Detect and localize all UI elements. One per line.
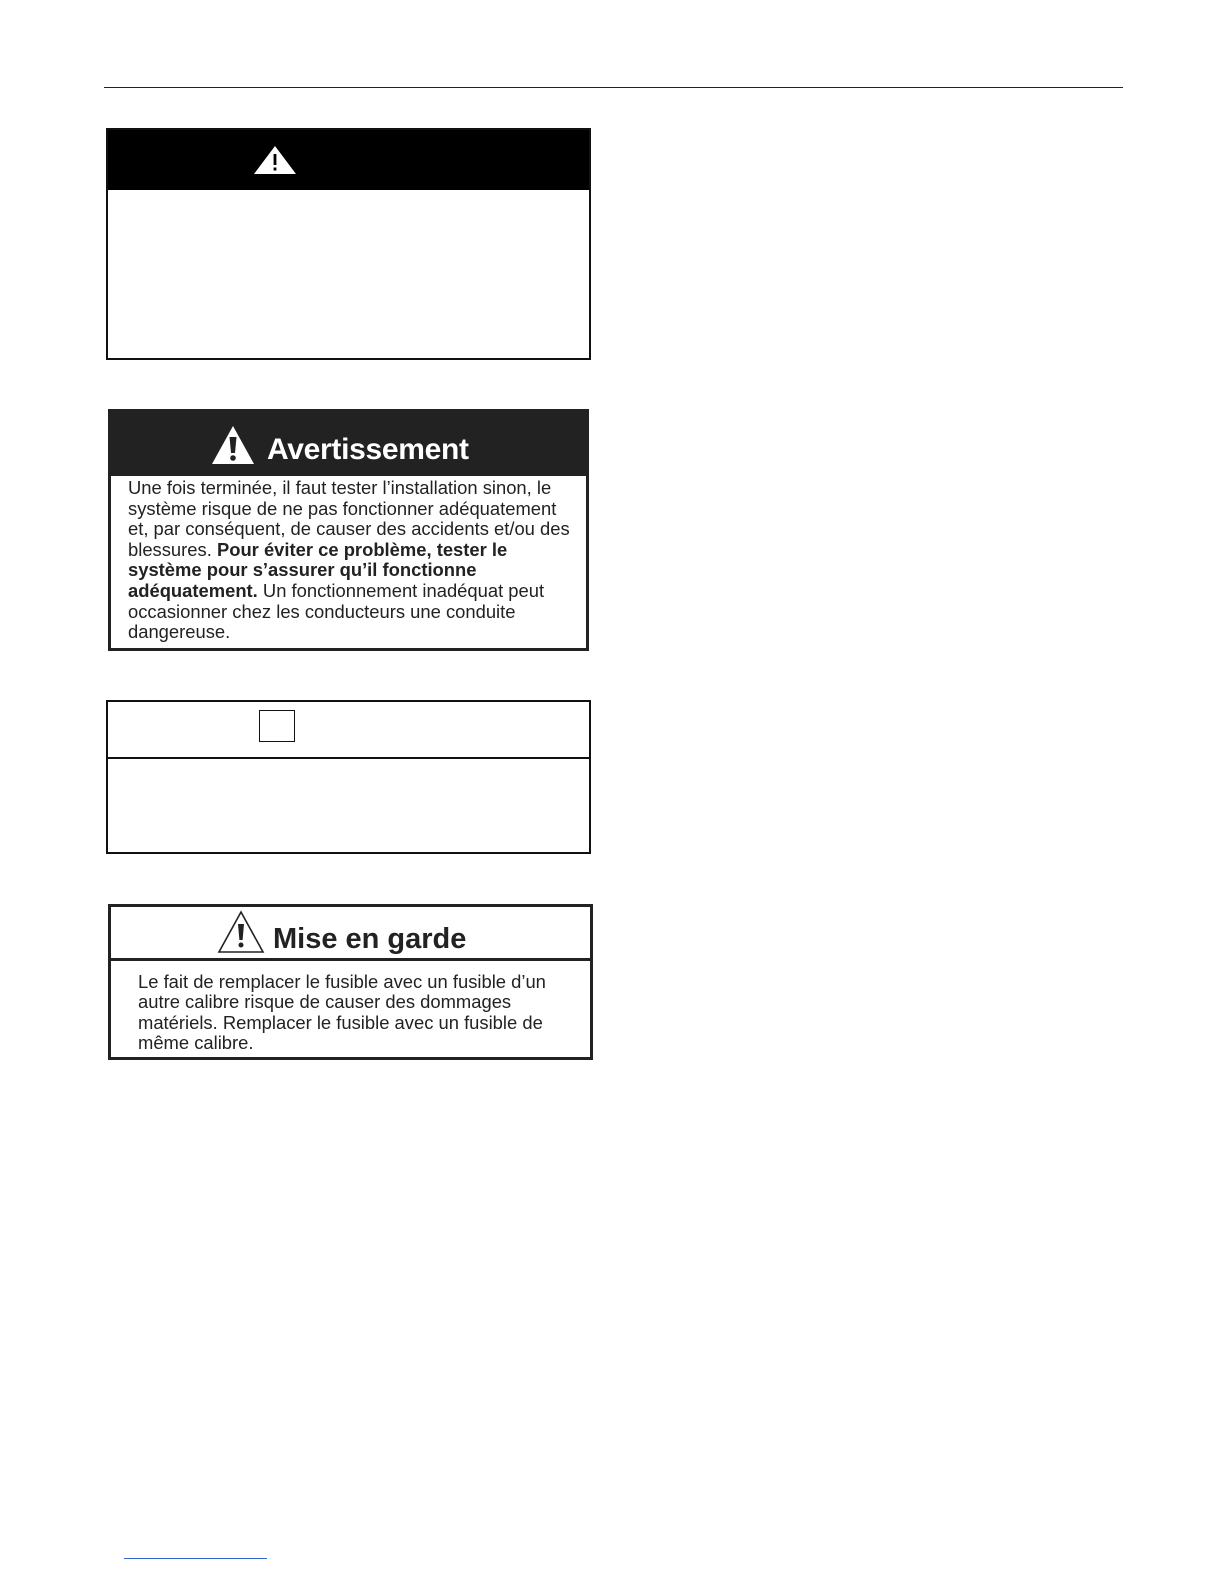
avertissement-title: Avertissement [267,433,469,466]
avertissement-body [128,478,580,643]
avertissement-header [111,412,586,476]
mise-en-garde-body: Le fait de remplacer le fusible avec un fusible d’un autre calibre risque de causer des dommages matériels. Remplacer le fusible avec un fusible de même calibre. [138,971,546,1054]
caution-box-blank [106,700,591,854]
mise-en-garde-label [108,904,593,1060]
square-icon [259,710,295,742]
caution-box-divider [108,757,589,759]
warning-triangle-icon [211,425,255,465]
warning-box-blank [106,128,591,360]
header-rule [104,87,1123,88]
warning-triangle-outline-icon [217,910,265,954]
avertissement-label [108,409,589,651]
avertissement-body-bold: Pour éviter ce problème, tester le système pour s’assurer qu’il fonctionne adéquatement. [128,538,508,601]
avertissement-body-text-1: Une fois terminée, il faut tester l’installation sinon, le système risque de ne pas fonctionner adéquatement et, par conséquent, de causer des accidents et/ou des blessures. [128,477,570,560]
mise-en-garde-header [111,907,590,961]
footer-link-underline [124,1558,267,1559]
warning-box-header [108,130,589,190]
avertissement-body-text-2: Un fonctionnement inadéquat peut occasionner chez les conducteurs une conduite dangereuse. [128,579,545,643]
warning-triangle-icon [253,145,297,175]
mise-en-garde-title: Mise en garde [273,923,467,955]
